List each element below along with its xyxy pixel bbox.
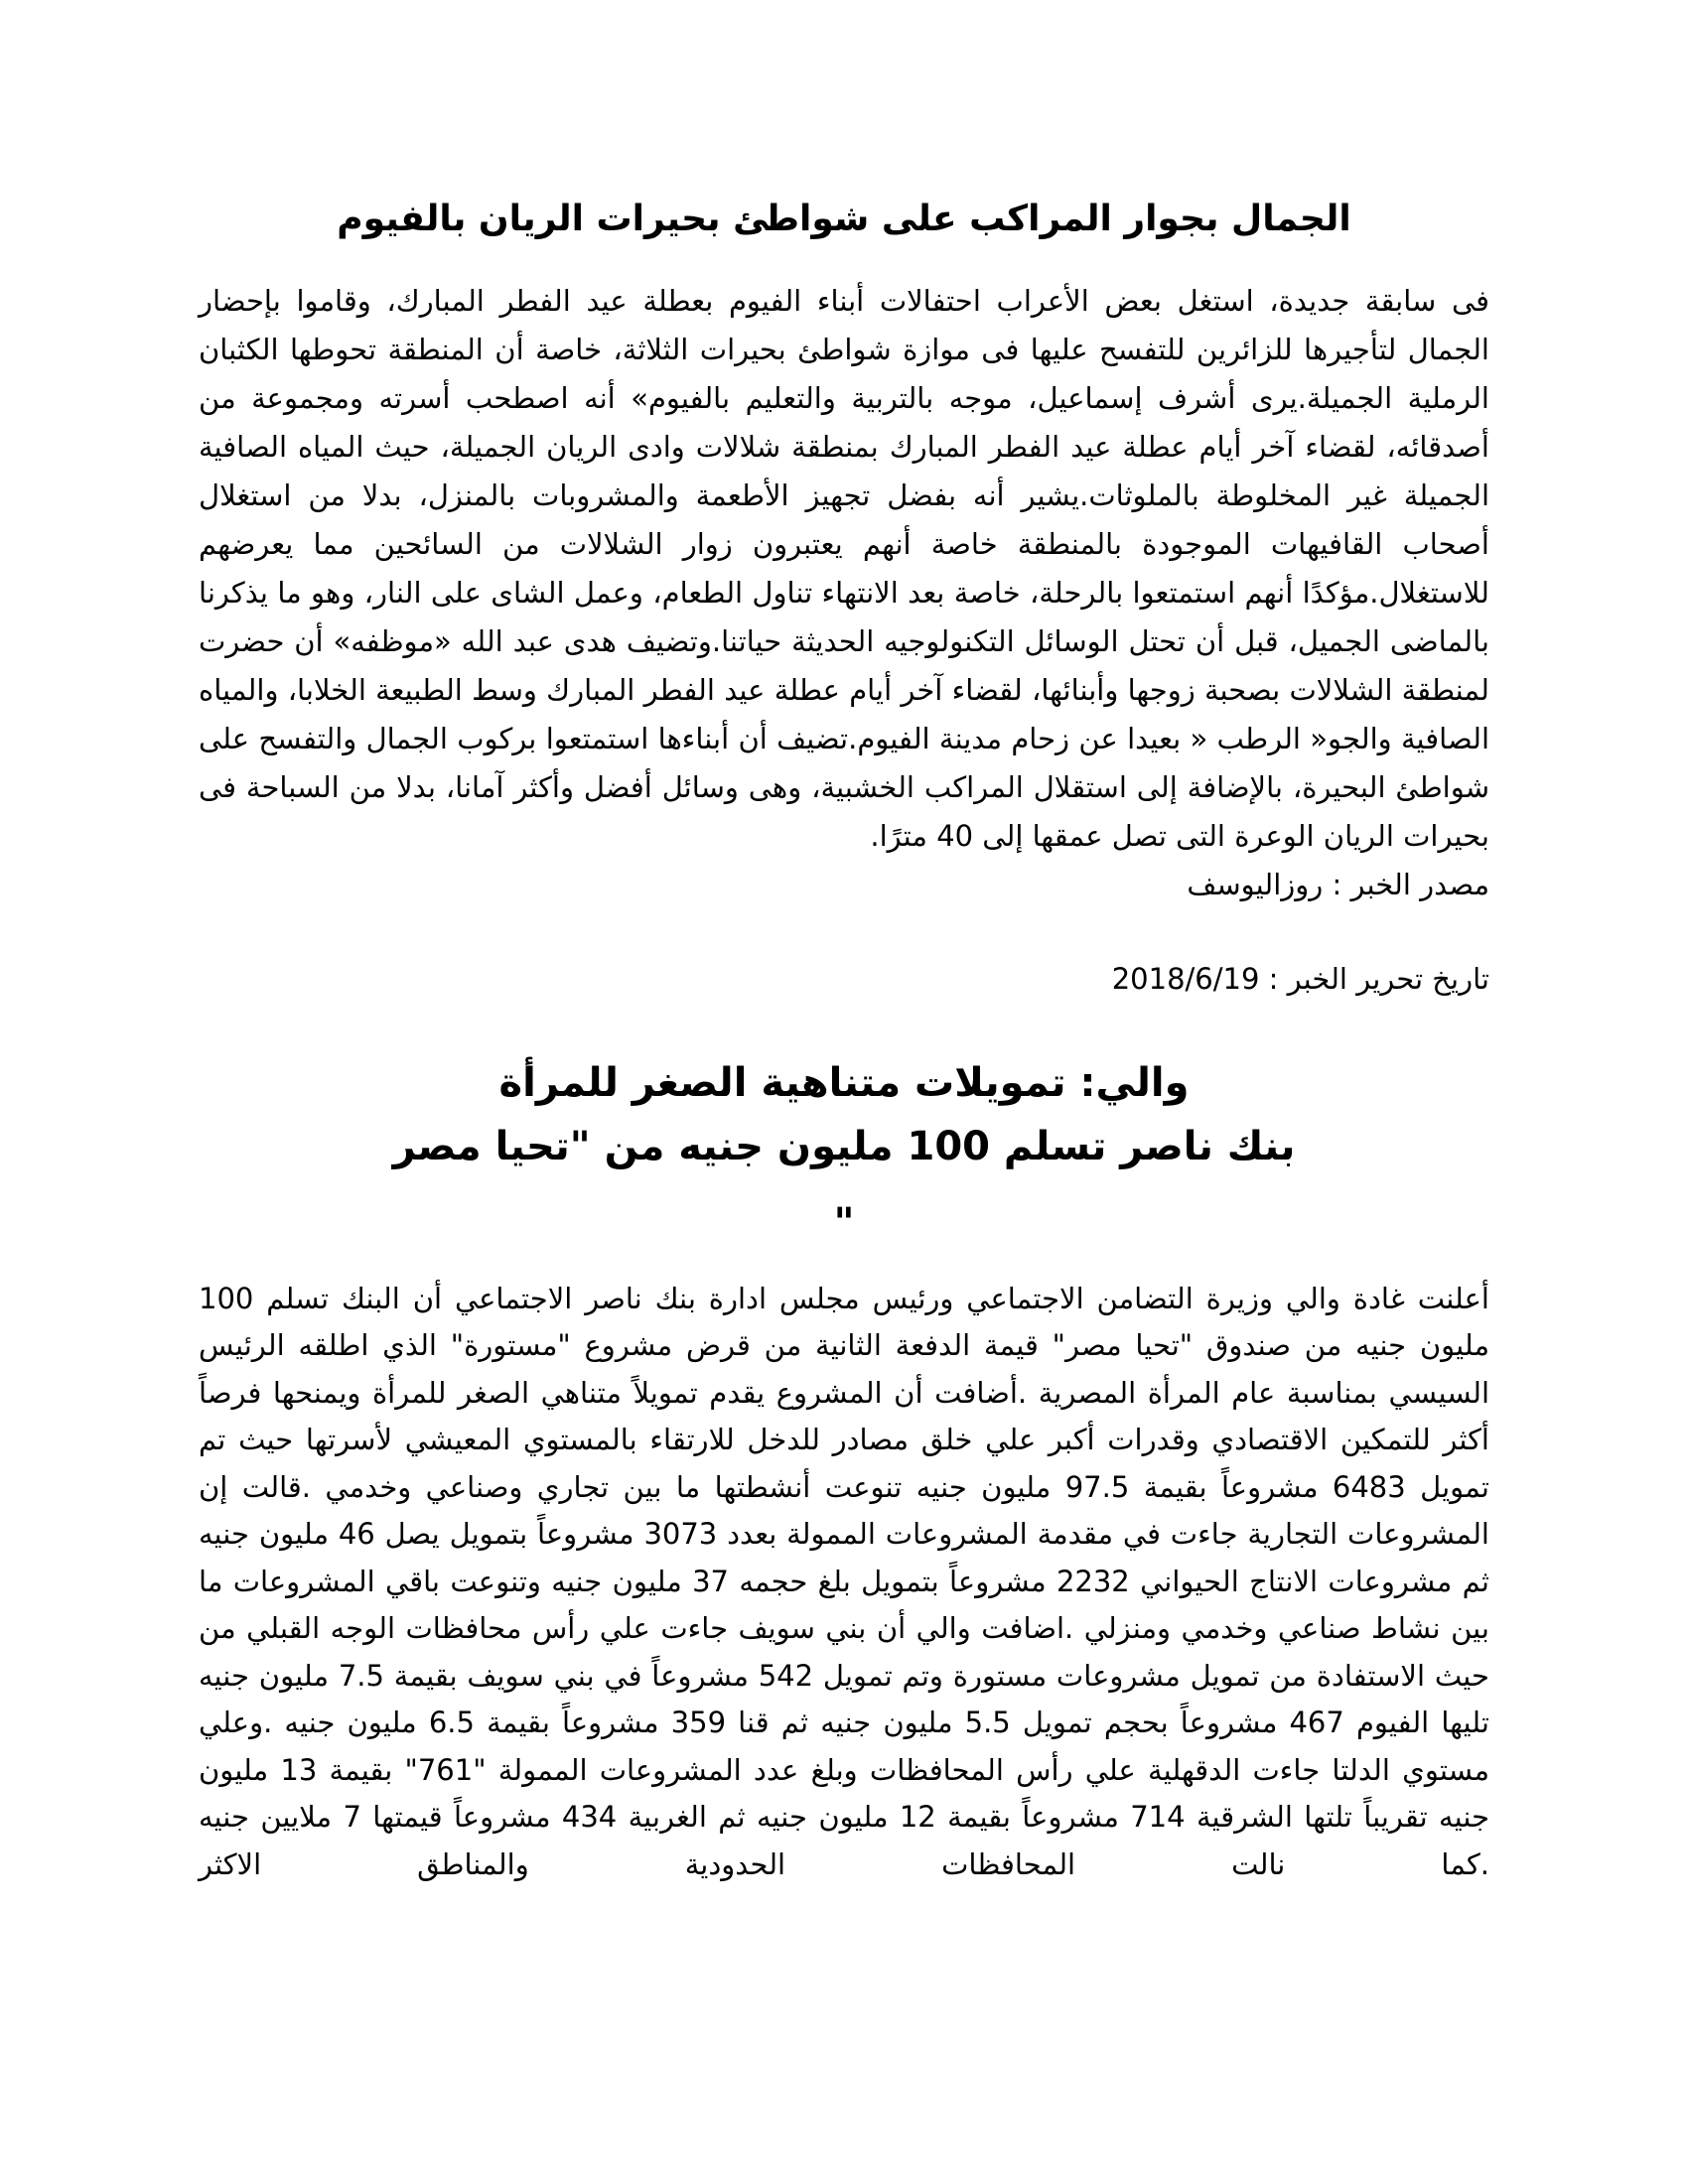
article-1-title: الجمال بجوار المراكب على شواطئ بحيرات الريان بالفيوم <box>337 199 1351 239</box>
edit-date: تاريخ تحرير الخبر : 2018/6/19 <box>1111 961 1489 996</box>
article-1-body: فى سابقة جديدة، استغل بعض الأعراب احتفالات أبناء الفيوم بعطلة عيد الفطر المبارك، وقاموا بإحضار الجمال لتأجيرها للزائرين للتفسح عليها فى موازة شواطئ بحيرات الثلاثة، خاصة أن المنطقة تحوطها الكثبان الرملية الجميلة.يرى أشرف إسماعيل، موجه بالتربية والتعليم بالفيوم» أنه اصطحب أسرته ومجموعة من أصدقائه، لقضاء آخر أيام عطلة عيد الفطر المبارك بمنطقة شلالات وادى الريان الجميلة، حيث المياه الصافية الجميلة غير المخلوطة بالملوثات.يشير أنه بفضل تجهيز الأطعمة والمشروبات بالمنزل، بدلا من استغلال أصحاب القافيهات الموجودة بالمنطقة خاصة أنهم يعتبرون زوار الشلالات من السائحين مما يعرضهم للاستغلال.مؤكدًا أنهم استمتعوا بالرحلة، خاصة بعد الانتهاء تناول الطعام، وعمل الشاى على النار، وهو ما يذكرنا بالماضى الجميل، قبل أن تحتل الوسائل التكنولوجيه الحديثة حياتنا.وتضيف هدى عبد الله «موظفه» أن حضرت لمنطقة الشلالات بصحبة زوجها وأبنائها، لقضاء آخر أيام عطلة عيد الفطر المبارك وسط الطبيعة الخلابا، والمياه الصافية والجو« الرطب « بعيدا عن زحام مدينة الفيوم.تضيف أن أبناءها استمتعوا بركوب الجمال والتفسح على شواطئ البحيرة، بالإضافة إلى استقلال المراكب الخشبية، وهى وسائل أفضل وأكثر آمانا، بدلا من السباحة فى بحيرات الريان الوعرة التى تصل عمقها إلى 40 مترًا. <box>199 283 1489 853</box>
article-2-body: أعلنت غادة والي وزيرة التضامن الاجتماعي ورئيس مجلس ادارة بنك ناصر الاجتماعي أن البنك تسلم 100 مليون جنيه من صندوق "تحيا مصر" قيمة الدفعة الثانية من قرض مشروع "مستورة" الذي اطلقه الرئيس السيسي بمناسبة عام المرأة المصرية .أضافت أن المشروع يقدم تمويلاً متناهي الصغر للمرأة ويمنحها فرصاً أكثر للتمكين الاقتصادي وقدرات أكبر علي خلق مصادر للدخل للارتقاء بالمستوي المعيشي لأسرتها حيث تم تمويل 6483 مشروعاً بقيمة 97.5 مليون جنيه تنوعت أنشطتها ما بين تجاري وصناعي وخدمي .قالت إن المشروعات التجارية جاءت في مقدمة المشروعات الممولة بعدد 3073 مشروعاً بتمويل يصل 46 مليون جنيه ثم مشروعات الانتاج الحيواني 2232 مشروعاً بتمويل بلغ حجمه 37 مليون جنيه وتنوعت باقي المشروعات ما بين نشاط صناعي وخدمي ومنزلي .اضافت والي أن بني سويف جاءت علي رأس محافظات الوجه القبلي من حيث الاستفادة من تمويل مشروعات مستورة وتم تمويل 542 مشروعاً في بني سويف بقيمة 7.5 مليون جنيه تليها الفيوم 467 مشروعاً بحجم تمويل 5.5 مليون جنيه ثم قنا 359 مشروعاً بقيمة 6.5 مليون جنيه .وعلي مستوي الدلتا جاءت الدقهلية علي رأس المحافظات وبلغ عدد المشروعات الممولة "761" بقيمة 13 مليون جنيه تقريباً تلتها الشرقية 714 مشروعاً بقيمة 12 مليون جنيه ثم الغربية 434 مشروعاً قيمتها 7 ملايين جنيه .كما نالت المحافظات الحدودية والمناطق الاكثر <box>199 1281 1489 1881</box>
article-2-title <box>199 1051 1489 1178</box>
news-source: مصدر الخبر : روزاليوسف <box>1187 867 1489 901</box>
article-2-title-line-1: والي: تمويلات متناهية الصغر للمرأة <box>498 1059 1190 1106</box>
article-2-title-line-2: بنك ناصر تسلم 100 مليون جنيه من "تحيا مصر <box>392 1123 1296 1169</box>
document-page <box>199 179 1489 1888</box>
article-2-title-line-3: " <box>833 1199 855 1246</box>
